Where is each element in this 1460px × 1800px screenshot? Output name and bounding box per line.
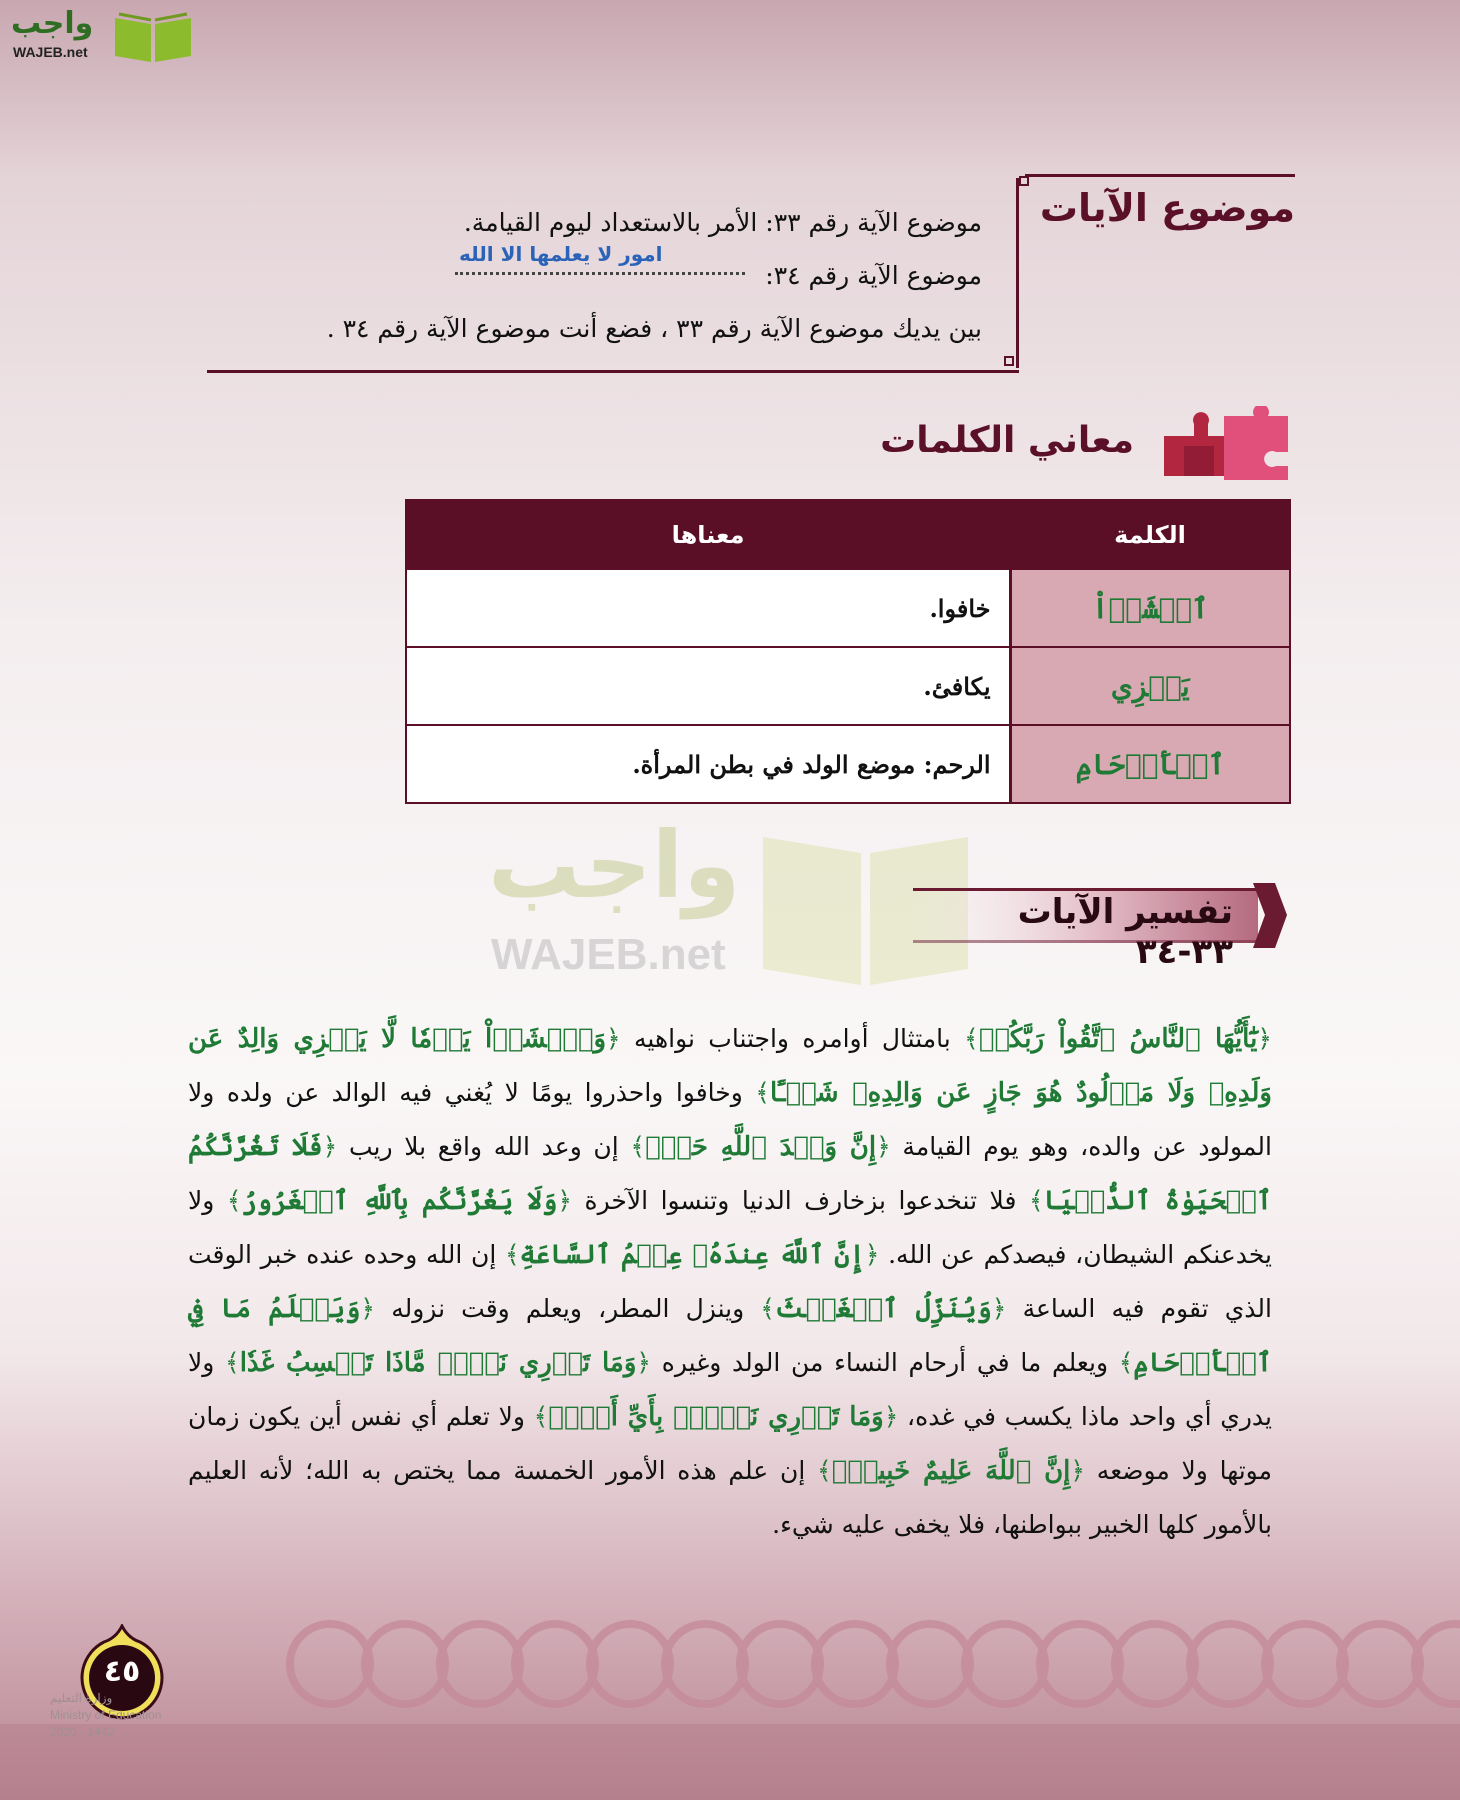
word-cell: يَجۡزِي (1010, 647, 1290, 725)
quran-verse: وَيَعۡلَمُ مَا فِي ٱلۡأَرۡحَامِ (188, 1294, 1272, 1378)
explanation-text: ولا يدري أي واحد ماذا يكسب في غده، (188, 1348, 1272, 1431)
table-row (406, 647, 1290, 725)
table-row (406, 569, 1290, 647)
quran-bracket-close: ﴾ (1108, 1348, 1134, 1377)
logo-english: WAJEB.net (13, 44, 88, 60)
quran-verse: وَلَا يَغُرَّنَّكُم بِٱللَّهِ ٱلۡغَرُورُ (241, 1186, 558, 1216)
quran-bracket-close: ﴾ (742, 1078, 770, 1107)
quran-bracket-close: ﴾ (618, 1132, 646, 1161)
topic-lines (222, 196, 982, 355)
quran-bracket-open: ﴿ (636, 1348, 662, 1377)
ornament-ring (1340, 1624, 1420, 1704)
ministry-arabic: وزارة التعليم (50, 1691, 113, 1705)
watermark-arabic: واجب (488, 812, 741, 919)
handwritten-answer: امور لا يعلمها الا الله (459, 242, 663, 266)
topic-frame-top (1025, 174, 1295, 177)
ornament-ring (290, 1624, 370, 1704)
meaning-cell: الرحم: موضع الولد في بطن المرأة. (406, 725, 1010, 803)
quran-bracket-open: ﴿ (360, 1294, 392, 1323)
explanation-text: وينزل المطر، ويعلم وقت نزوله (391, 1294, 745, 1323)
quran-verse: فَلَا تَغُرَّنَّكُمُ ٱلۡحَيَوٰةُ ٱلدُّنۡيَا (188, 1132, 1272, 1216)
tafsir-title: تفسير الآيات ٣٣-٣٤ (1017, 892, 1233, 972)
quran-bracket-open: ﴿ (991, 1294, 1023, 1323)
table-row (406, 725, 1290, 803)
quran-bracket-close: ﴾ (214, 1186, 242, 1215)
ornament-ring (890, 1624, 970, 1704)
quran-bracket-open: ﴿ (883, 1402, 908, 1431)
ornament-ring (665, 1624, 745, 1704)
wajeb-logo (11, 6, 191, 64)
word-cell: ٱخۡشَوۡاْ (1010, 569, 1290, 647)
explanation-text: بامتثال أوامره واجتناب نواهيه (634, 1024, 951, 1053)
quran-bracket-close: ﴾ (950, 1024, 979, 1053)
ministry-english: Ministry of Education (50, 1708, 162, 1722)
footer-ornament (0, 1584, 1460, 1800)
ministry-years: 2020 - 1442 (50, 1725, 115, 1739)
quran-bracket-open: ﴿ (876, 1132, 903, 1161)
ornament-ring (815, 1624, 895, 1704)
ministry-logo (50, 1690, 161, 1741)
table-header-row (406, 500, 1290, 569)
meaning-cell: خافوا. (406, 569, 1010, 647)
ornament-ring (740, 1624, 820, 1704)
topic-line-33: موضوع الآية رقم ٣٣: الأمر بالاستعداد ليوم القيامة. (463, 208, 982, 237)
header-word: الكلمة (1010, 500, 1290, 569)
ornament-ring (1040, 1624, 1120, 1704)
ornament-ring (1190, 1624, 1270, 1704)
answer-blank[interactable] (455, 272, 745, 275)
tafsir-banner (913, 878, 1288, 972)
frame-corner-ornament (1019, 176, 1029, 186)
quran-bracket-open: ﴿ (1257, 1024, 1272, 1053)
quran-bracket-close: ﴾ (524, 1402, 549, 1431)
page-number: ٤٥ (103, 1654, 141, 1689)
quran-bracket-close: ﴾ (214, 1348, 240, 1377)
quran-verse: إِنَّ وَعۡدَ ٱللَّهِ حَقّٞ (645, 1132, 877, 1162)
explanation-text: ولا تعلم أي نفس أين يكون زمان موتها ولا موضعه (188, 1402, 1272, 1485)
tafsir-paragraph (188, 1012, 1272, 1551)
word-cell: ٱلۡأَرۡحَامِ (1010, 725, 1290, 803)
quran-verse: إِنَّ ٱللَّهَ عِندَهُۥ عِلۡمُ ٱلسَّاعَةِ (519, 1240, 865, 1270)
quran-bracket-close: ﴾ (1016, 1186, 1044, 1215)
explanation-text: ولا يخدعنكم الشيطان، فيصدكم عن الله. (188, 1186, 1272, 1269)
quran-bracket-open: ﴿ (1070, 1456, 1097, 1485)
explanation-text: ويعلم ما في أرحام النساء من الولد وغيره (661, 1348, 1109, 1377)
quran-verse: وَيُنَزِّلُ ٱلۡغَيۡثَ (774, 1294, 992, 1324)
header-meaning: معناها (406, 500, 1010, 569)
logo-arabic: واجب (11, 6, 94, 41)
topic-line-34: موضوع الآية رقم ٣٤: (765, 261, 982, 290)
watermark-english: WAJEB.net (491, 930, 726, 979)
quran-bracket-open: ﴿ (322, 1132, 349, 1161)
meaning-cell: يكافئ. (406, 647, 1010, 725)
quran-verse: وَمَا تَدۡرِي نَفۡسُۢ بِأَيِّ أَرۡضٖ (548, 1402, 884, 1432)
ornament-ring (1265, 1624, 1345, 1704)
ornament-ring (590, 1624, 670, 1704)
ornament-ring (1115, 1624, 1195, 1704)
quran-bracket-open: ﴿ (864, 1240, 889, 1269)
quran-bracket-open: ﴿ (606, 1024, 635, 1053)
topic-title: موضوع الآيات (1039, 186, 1295, 230)
explanation-text: إن وعد الله واقع بلا ريب (348, 1132, 619, 1161)
topic-frame-bottom (207, 370, 1019, 373)
quran-bracket-open: ﴿ (557, 1186, 585, 1215)
ornament-ring (965, 1624, 1045, 1704)
quran-bracket-close: ﴾ (805, 1456, 832, 1485)
quran-bracket-close: ﴾ (744, 1294, 775, 1323)
puzzle-icon (1154, 406, 1294, 484)
quran-verse: إِنَّ ٱللَّهَ عَلِيمٌ خَبِيرُۢ (831, 1456, 1071, 1486)
ornament-ring (515, 1624, 595, 1704)
quran-verse: وَمَا تَدۡرِي نَفۡسٞ مَّاذَا تَكۡسِبُ غَدٗا (239, 1348, 637, 1378)
topic-instruction: بين يديك موضوع الآية رقم ٣٣ ، فضع أنت موضوع الآية رقم ٣٤ . (326, 314, 982, 343)
ornament-ring (365, 1624, 445, 1704)
quran-verse: وَٱخۡشَوۡاْ يَوۡمٗا لَّا يَجۡزِي وَالِدٌ عَن وَلَدِهِۦ وَلَا مَوۡلُودٌ هُوَ جَازٍ عَن وَالِدِهِۦ شَيۡـًٔا (188, 1024, 1272, 1108)
ornament-ring (440, 1624, 520, 1704)
explanation-text: فلا تنخدعوا بزخارف الدنيا وتنسوا الآخرة (584, 1186, 1017, 1215)
book-icon (111, 10, 195, 64)
explanation-text: وخافوا واحذروا يومًا لا يُغني فيه الوالد عن ولده ولا المولود عن والده، وهو يوم القيامة (188, 1078, 1272, 1161)
explanation-text: إن الله وحده عنده خبر الوقت الذي تقوم فيه الساعة (188, 1240, 1272, 1323)
vocab-table (405, 499, 1291, 804)
vocab-title: معاني الكلمات (880, 420, 1134, 461)
quran-verse: يَٰٓأَيُّهَا ٱلنَّاسُ ٱتَّقُواْ رَبَّكُمۡ (978, 1024, 1258, 1054)
topic-frame-vertical (1016, 178, 1019, 368)
frame-corner-ornament (1004, 356, 1014, 366)
explanation-text: إن علم هذه الأمور الخمسة مما يختص به الله؛ لأنه العليم بالأمور كلها الخبير ببواطنها، فلا يخفى عليه شيء. (188, 1456, 1272, 1539)
quran-bracket-close: ﴾ (496, 1240, 520, 1269)
